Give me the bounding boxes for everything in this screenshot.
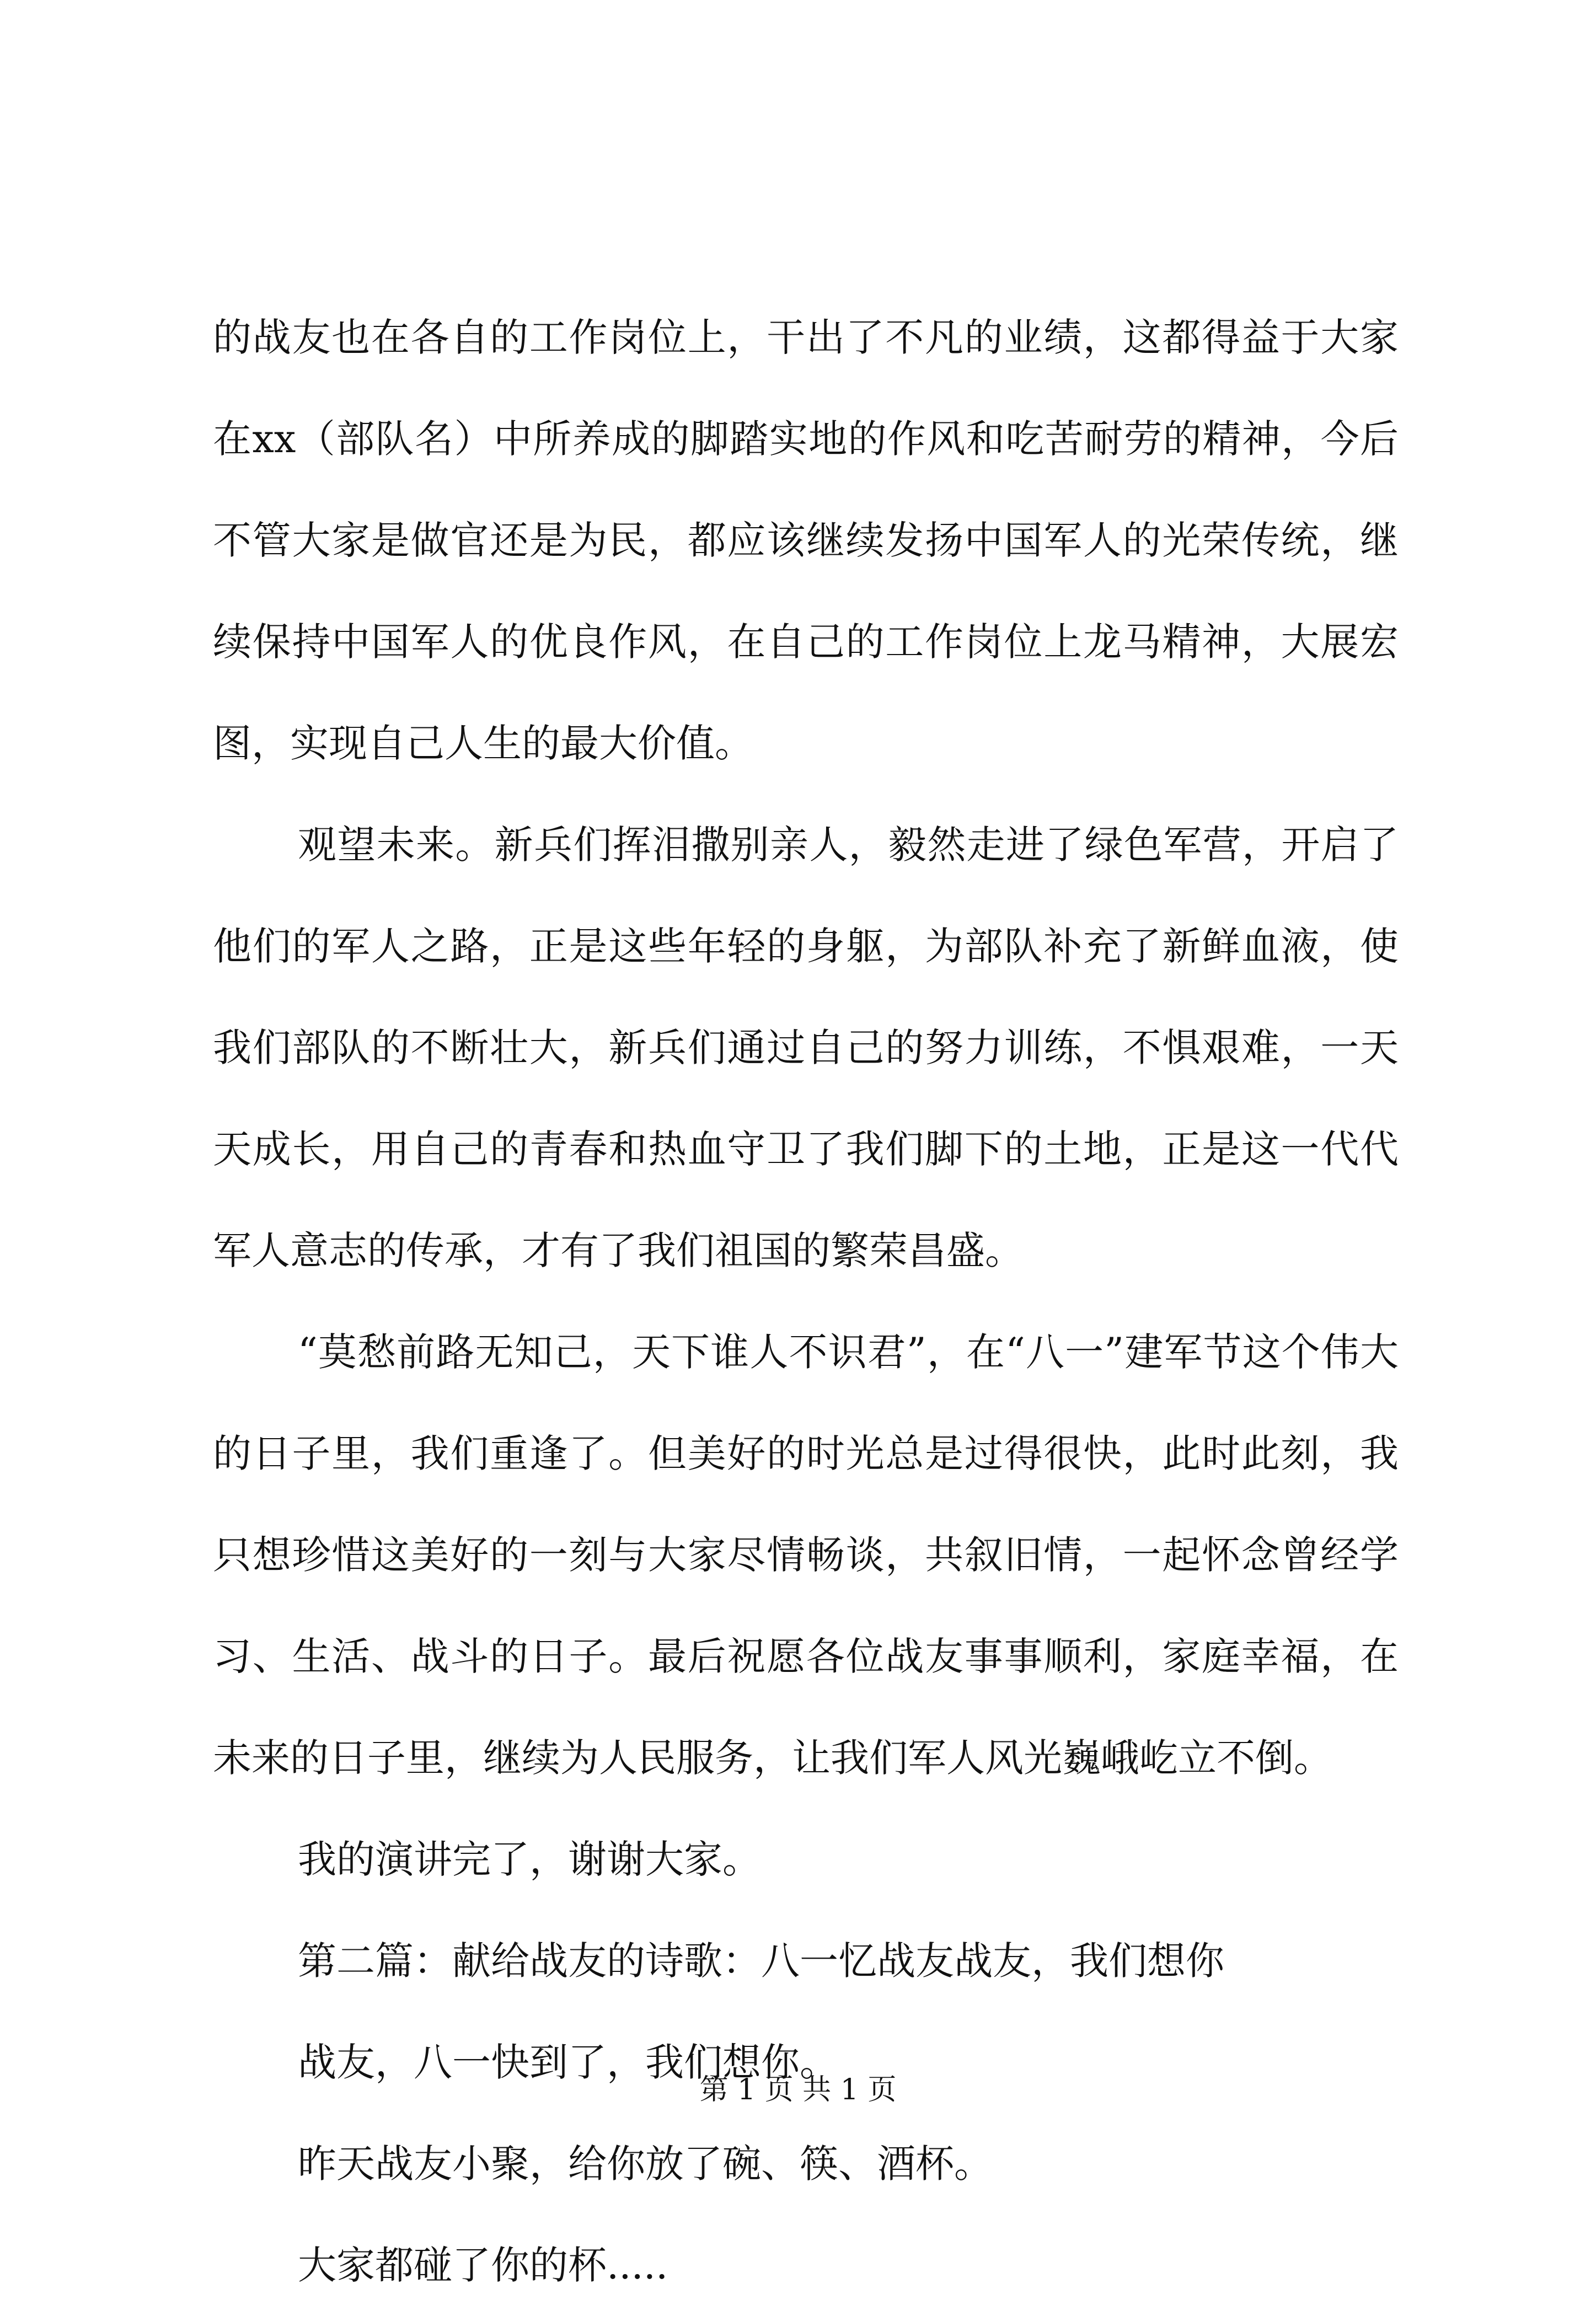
section-title: 第二篇：献给战友的诗歌：八一忆战友战友，我们想你: [298, 1938, 1224, 1983]
paragraph-reunion: “莫愁前路无知己，天下谁人不识君”，在“八一”建军节这个伟大的日子里，我们重逢了。但美好的时光总是过得很快，此时此刻，我只想珍惜这美好的一刻与大家尽情畅谈，共叙旧情，一起怀念曾经学习、生活、战斗的日子。最后祝愿各位战友事事顺利，家庭幸福，在未来的日子里，继续为人民服务，让我们军人风光巍峨屹立不倒。: [213, 1329, 1399, 1781]
document-body: [213, 287, 1399, 2316]
poem-line-2: 昨天战友小聚，给你放了碗、筷、酒杯。: [298, 2141, 993, 2186]
closing-line: 我的演讲完了，谢谢大家。: [298, 1837, 761, 1882]
paragraph-future: 观望未来。新兵们挥泪撒别亲人，毅然走进了绿色军营，开启了他们的军人之路，正是这些年轻的身躯，为部队补充了新鲜血液，使我们部队的不断壮大，新兵们通过自己的努力训练，不惧艰难，一天天成长，用自己的青春和热血守卫了我们脚下的土地，正是这一代代军人意志的传承，才有了我们祖国的繁荣昌盛。: [213, 822, 1399, 1273]
poem-line-1: 战友，八一快到了，我们想你。: [298, 2040, 838, 2085]
page-footer: 第 1 页 共 1 页: [699, 2073, 897, 2106]
poem-line-3: 大家都碰了你的杯.....: [298, 2243, 668, 2288]
paragraph-continued: 的战友也在各自的工作岗位上，干出了不凡的业绩，这都得益于大家在xx（部队名）中所养成的脚踏实地的作风和吃苦耐劳的精神，今后不管大家是做官还是为民，都应该继续发扬中国军人的光荣传统，继续保持中国军人的优良作风，在自己的工作岗位上龙马精神，大展宏图，实现自己人生的最大价值。: [213, 315, 1399, 766]
